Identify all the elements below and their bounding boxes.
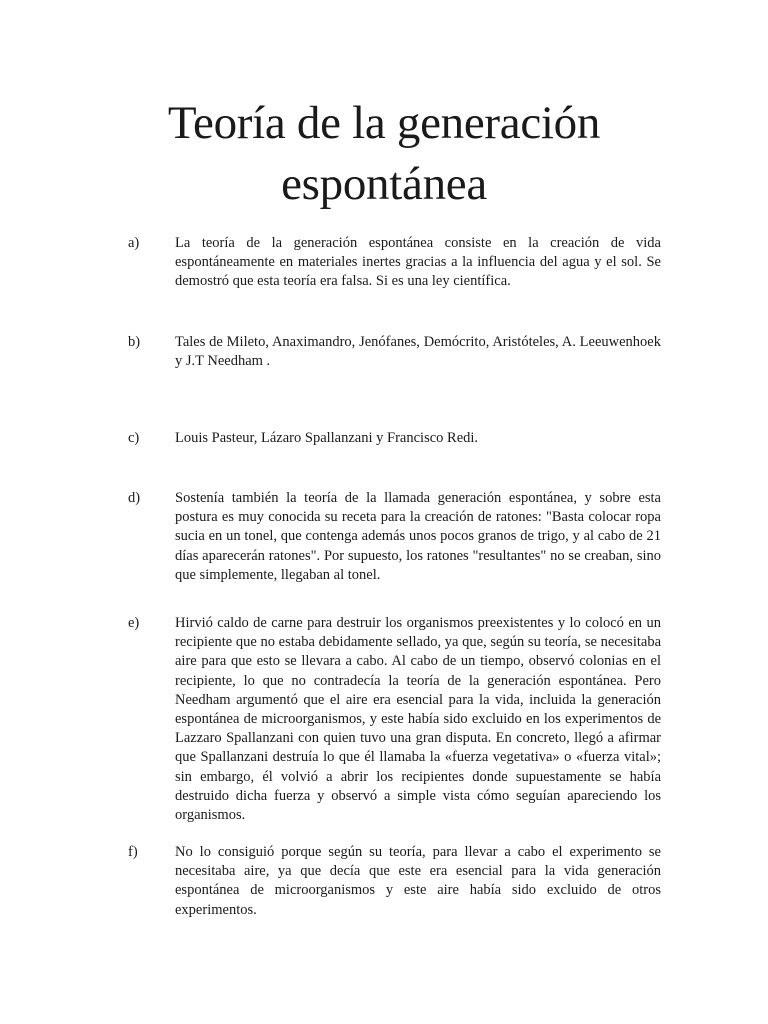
item-marker: b): [128, 334, 141, 350]
title-line-2: espontánea: [281, 158, 487, 210]
item-marker: f): [128, 844, 138, 860]
item-text: Hirvió caldo de carne para destruir los organismos preexistentes y lo colocó en un recipiente que no estaba debidamente sellado, ya que, según su teoría, se necesitaba aire para que esto se llevara a cabo. Al cabo de un tiempo, observó colonias en el recipiente, lo que no contradecía la teoría de la generación espontánea. Pero Needham argumentó que el aire era esencial para la vida, incluida la generación espontánea de microorganismos, y este había sido excluido en los experimentos de Lazzaro Spallanzani con quien tuvo una gran disputa. En concreto, llegó a afirmar que Spallanzani destruía lo que él llamaba la «fuerza vegetativa» o «fuerza vital»; sin embargo, él volvió a abrir los recipientes donde supuestamente se había destruido dicha fuerza y observó a simple vista cómo seguían apareciendo los organismos.: [175, 615, 661, 824]
title-line-1: Teoría de la generación: [167, 97, 601, 149]
item-marker: d): [128, 490, 141, 506]
item-text: La teoría de la generación espontánea consiste en la creación de vida espontáneamente en materiales inertes gracias a la influencia del agua y el sol. Se demostró que esta teoría era falsa. Si es una ley científica.: [175, 235, 661, 290]
item-text: Tales de Mileto, Anaximandro, Jenófanes, Demócrito, Aristóteles, A. Leeuwenhoek y J.T Needham .: [175, 334, 661, 370]
item-text: Louis Pasteur, Lázaro Spallanzani y Francisco Redi.: [175, 430, 479, 446]
item-text: Sostenía también la teoría de la llamada generación espontánea, y sobre esta postura es muy conocida su receta para la creación de ratones: "Basta colocar ropa sucia en un tonel, que contenga además unos pocos granos de trigo, y al cabo de 21 días aparecerán ratones". Por supuesto, los ratones "resultantes" no se creaban, sino que simplemente, llegaban al tonel.: [175, 490, 661, 583]
item-text: No lo consiguió porque según su teoría, para llevar a cabo el experimento se necesitaba aire, ya que decía que este era esencial para la vida generación espontánea de microorganismos y este aire había sido excluido de otros experimentos.: [175, 844, 661, 918]
item-marker: c): [128, 430, 140, 446]
item-marker: e): [128, 615, 140, 631]
document-title: [0, 93, 768, 215]
item-marker: a): [128, 235, 140, 251]
